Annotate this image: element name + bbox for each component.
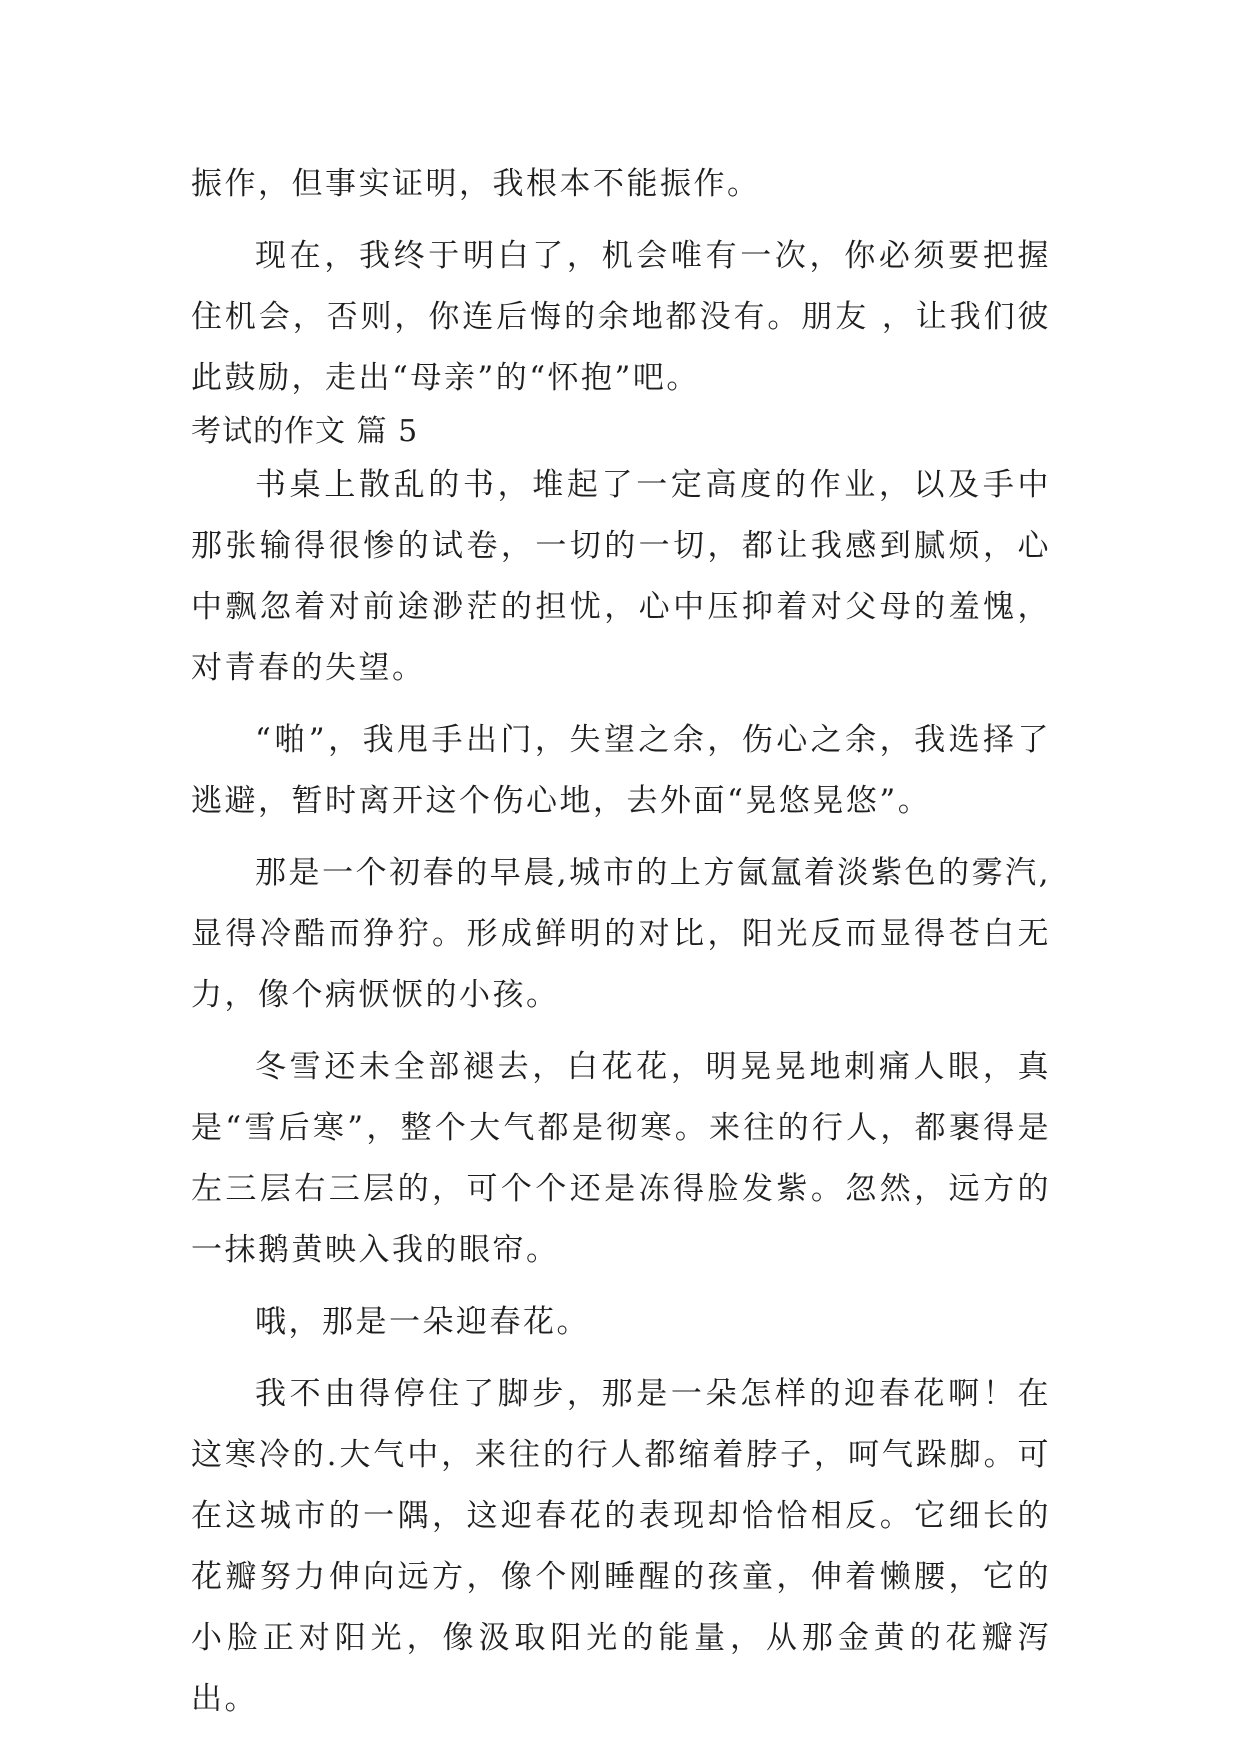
paragraph: 那是一个初春的早晨,城市的上方氤氲着淡紫色的雾汽,显得冷酷而狰狞。形成鲜明的对比，阳光反而显得苍白无力，像个病恹恹的小孩。 [191, 855, 1051, 1013]
paragraph: 书桌上散乱的书，堆起了一定高度的作业，以及手中那张输得很惨的试卷，一切的一切，都让我感到腻烦，心中飘忽着对前途渺茫的担忧，心中压抑着对父母的羞愧，对青春的失望。 [191, 467, 1051, 686]
paragraph: 现在，我终于明白了，机会唯有一次，你必须要把握住机会，否则，你连后悔的余地都没有。朋友 ，让我们彼此鼓励，走出“母亲”的“怀抱”吧。 [191, 238, 1051, 396]
document-body [191, 154, 1051, 1730]
paragraph: 我不由得停住了脚步，那是一朵怎样的迎春花啊！在这寒冷的.大气中，来往的行人都缩着脖子，呵气跺脚。可在这城市的一隅，这迎春花的表现却恰恰相反。它细长的花瓣努力伸向远方，像个刚睡醒的孩童，伸着懒腰，它的小脸正对阳光，像汲取阳光的能量，从那金黄的花瓣泻出。 [191, 1376, 1051, 1717]
paragraph: “啪”，我甩手出门，失望之余，伤心之余，我选择了逃避，暂时离开这个伤心地，去外面“晃悠晃悠”。 [191, 722, 1051, 819]
paragraph: 哦，那是一朵迎春花。 [255, 1304, 590, 1340]
paragraph-continuation: 振作，但事实证明，我根本不能振作。 [191, 166, 761, 202]
section-heading: 考试的作文 篇 5 [191, 414, 419, 449]
paragraph: 冬雪还未全部褪去，白花花，明晃晃地刺痛人眼，真是“雪后寒”，整个大气都是彻寒。来往的行人，都裹得是左三层右三层的，可个个还是冻得脸发紫。忽然，远方的一抹鹅黄映入我的眼帘。 [191, 1049, 1051, 1268]
